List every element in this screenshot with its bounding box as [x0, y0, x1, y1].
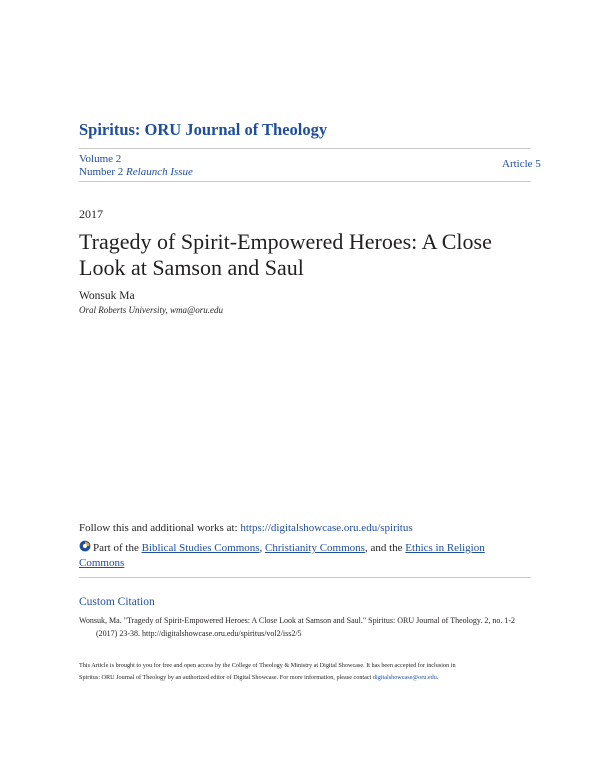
biblical-studies-commons-link[interactable]: Biblical Studies Commons — [141, 542, 260, 554]
citation-line: Wonsuk, Ma. "Tragedy of Spirit-Empowered Heroes: A Close Look at Samson and Saul." Spiritus: ORU Journal of Theology. 2, no. 1-2 — [79, 616, 515, 625]
part-of-line — [79, 540, 519, 571]
part-of-separator: , and the — [364, 542, 406, 554]
follow-url-link[interactable]: https://digitalshowcase.oru.edu/spiritus — [240, 522, 413, 534]
author-affiliation: Oral Roberts University, wma@oru.edu — [79, 305, 224, 315]
author-name: Wonsuk Ma — [79, 290, 135, 302]
part-of-prefix: Part of the — [93, 542, 142, 554]
footer-line: This Article is brought to you for free and open access by the College of Theology & Ministry at Digital Showcase. It has been accepted for inclusion in — [79, 662, 456, 669]
issue-name: Relaunch Issue — [126, 166, 193, 178]
publication-year: 2017 — [79, 207, 103, 221]
journal-title[interactable]: Spiritus: ORU Journal of Theology — [79, 120, 328, 139]
citation-line: (2017) 23-38. http://digitalshowcase.oru.edu/spiritus/vol2/iss2/5 — [96, 629, 302, 638]
divider — [79, 577, 531, 578]
ethics-in-religion-commons-link[interactable]: Ethics in Religion Commons — [79, 542, 485, 569]
divider — [79, 181, 531, 182]
number-label: Number 2 — [79, 166, 124, 178]
follow-text: Follow this and additional works at: — [79, 522, 241, 534]
article-title: Tragedy of Spirit-Empowered Heroes: A Close Look at Samson and Saul — [79, 229, 492, 280]
part-of-separator: , — [259, 542, 266, 554]
christianity-commons-link[interactable]: Christianity Commons — [265, 542, 365, 554]
custom-citation-heading: Custom Citation — [79, 596, 155, 608]
article-number[interactable]: Article 5 — [502, 158, 541, 170]
volume-link[interactable]: Volume 2 — [79, 153, 122, 165]
contact-email-link[interactable]: digitalshowcase@oru.edu — [372, 674, 437, 681]
follow-line — [79, 522, 413, 534]
custom-citation-text — [79, 614, 531, 640]
issue-link[interactable] — [79, 166, 193, 178]
divider — [79, 148, 531, 149]
open-access-icon — [79, 540, 91, 552]
footer-notice — [79, 660, 531, 684]
footer-period: . — [436, 674, 439, 681]
footer-line-2 — [79, 672, 531, 684]
footer-text: Spiritus: ORU Journal of Theology by an authorized editor of Digital Showcase. For more information, please contact — [79, 674, 373, 681]
